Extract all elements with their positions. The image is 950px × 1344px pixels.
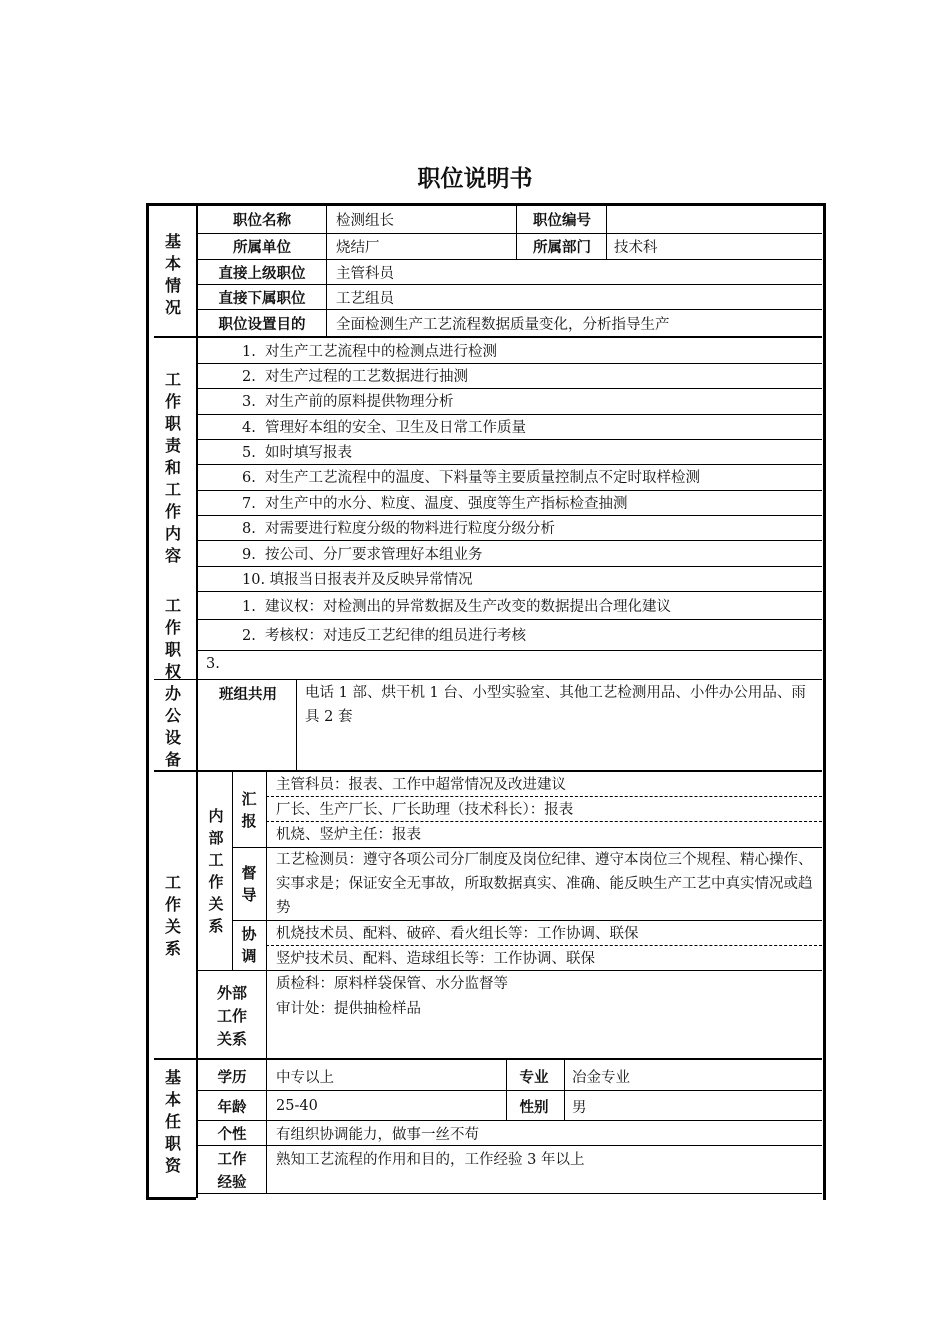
education-value: 中专以上 (276, 1070, 334, 1086)
coordinate-item: 竖炉技术员、配料、造球组长等：工作协调、联保 (276, 951, 595, 967)
unit-label: 所属单位 (233, 240, 291, 256)
personality-label: 个性 (217, 1126, 247, 1143)
purpose-value: 全面检测生产工艺流程数据质量变化，分析指导生产 (336, 316, 670, 333)
position-no-label: 职位编号 (533, 213, 591, 229)
personality-value: 有组织协调能力，做事一丝不苟 (276, 1126, 479, 1143)
age-label: 年龄 (217, 1099, 247, 1116)
report-item: 主管科员：报表、工作中超常情况及改进建议 (276, 777, 566, 793)
section-equipment: 办 公 设 备 (164, 684, 181, 769)
unit-value: 烧结厂 (336, 240, 380, 256)
duty-item: 4. 管理好本组的安全、卫生及日常工作质量 (242, 420, 527, 436)
authority-item: 3. (206, 656, 220, 672)
experience-label-line-2: 经验 (217, 1174, 247, 1191)
authority-item: 1. 建议权：对检测出的异常数据及生产改变的数据提出合理化建议 (242, 598, 672, 615)
coordinate-label: 协 调 (241, 925, 257, 965)
report-item: 机烧、竖炉主任：报表 (276, 827, 421, 843)
duty-item: 6. 对生产工艺流程中的温度、下料量等主要质量控制点不定时取样检测 (242, 470, 701, 486)
duty-item: 8. 对需要进行粒度分级的物料进行粒度分级分析 (242, 521, 556, 537)
duty-item: 1. 对生产工艺流程中的检测点进行检测 (242, 344, 498, 360)
equipment-label: 班组共用 (219, 686, 277, 703)
report-item: 厂长、生产厂长、厂长助理（技术科长）：报表 (276, 802, 574, 818)
duty-item: 10. 填报当日报表并及反映异常情况 (242, 572, 473, 588)
gender-value: 男 (572, 1099, 587, 1116)
duty-item: 2. 对生产过程的工艺数据进行抽测 (242, 369, 469, 385)
dept-label: 所属部门 (533, 240, 591, 256)
dept-value: 技术科 (614, 240, 658, 256)
section-authority: 工 作 职 权 (164, 596, 181, 681)
subordinate-label: 直接下属职位 (218, 291, 306, 307)
supervise-label: 督 导 (241, 863, 257, 904)
duty-item: 3. 对生产前的原料提供物理分析 (242, 394, 454, 410)
duty-item: 5. 如时填写报表 (242, 445, 353, 461)
external-relations-label-line-3: 关系 (216, 1029, 247, 1048)
duty-item: 7. 对生产中的水分、粒度、温度、强度等生产指标检查抽测 (242, 496, 628, 512)
purpose-label: 职位设置目的 (218, 316, 306, 333)
job-description-table (146, 203, 826, 1200)
report-label: 汇 报 (241, 789, 257, 830)
age-value: 25-40 (276, 1098, 318, 1114)
section-basic-info: 基 本 情 况 (164, 232, 181, 317)
section-duties: 工 作 职 责 和 工 作 内 容 (164, 370, 181, 565)
external-item: 审计处：提供抽检样品 (276, 1000, 421, 1017)
experience-label-line-1: 工作 (217, 1151, 247, 1168)
superior-value: 主管科员 (336, 266, 394, 282)
external-relations-label-line-1: 外部 (216, 983, 247, 1002)
supervise-value: 工艺检测员：遵守各项公司分厂制度及岗位纪律、遵守本岗位三个规程、精心操作、实事求是；保证安全无事故，所取数据真实、准确、能反映生产工艺中真实情况或趋势 (276, 852, 813, 916)
duty-item: 9. 按公司、分厂要求管理好本组业务 (242, 546, 483, 563)
equipment-value: 电话 1 部、烘干机 1 台、小型实验室、其他工艺检测用品、小件办公用品、雨具 2 套 (305, 685, 806, 725)
section-qualifications: 基 本 任 职 资 (164, 1068, 181, 1175)
internal-relations-label: 内 部 工 作 关 系 (208, 807, 224, 935)
gender-label: 性别 (519, 1099, 549, 1116)
section-relations: 工 作 关 系 (164, 873, 181, 958)
education-label: 学历 (217, 1070, 247, 1086)
document-title: 职位说明书 (417, 166, 533, 192)
major-label: 专业 (519, 1070, 549, 1086)
authority-item: 2. 考核权：对违反工艺纪律的组员进行考核 (242, 628, 527, 644)
external-item: 质检科：原料样袋保管、水分监督等 (276, 976, 508, 992)
position-name-value: 检测组长 (336, 213, 394, 229)
position-name-label: 职位名称 (233, 213, 291, 229)
experience-value: 熟知工艺流程的作用和目的，工作经验 3 年以上 (276, 1151, 585, 1168)
coordinate-item: 机烧技术员、配料、破碎、看火组长等：工作协调、联保 (276, 926, 639, 942)
superior-label: 直接上级职位 (218, 266, 306, 282)
major-value: 冶金专业 (572, 1070, 630, 1086)
subordinate-value: 工艺组员 (336, 291, 394, 307)
external-relations-label-line-2: 工作 (216, 1006, 247, 1025)
